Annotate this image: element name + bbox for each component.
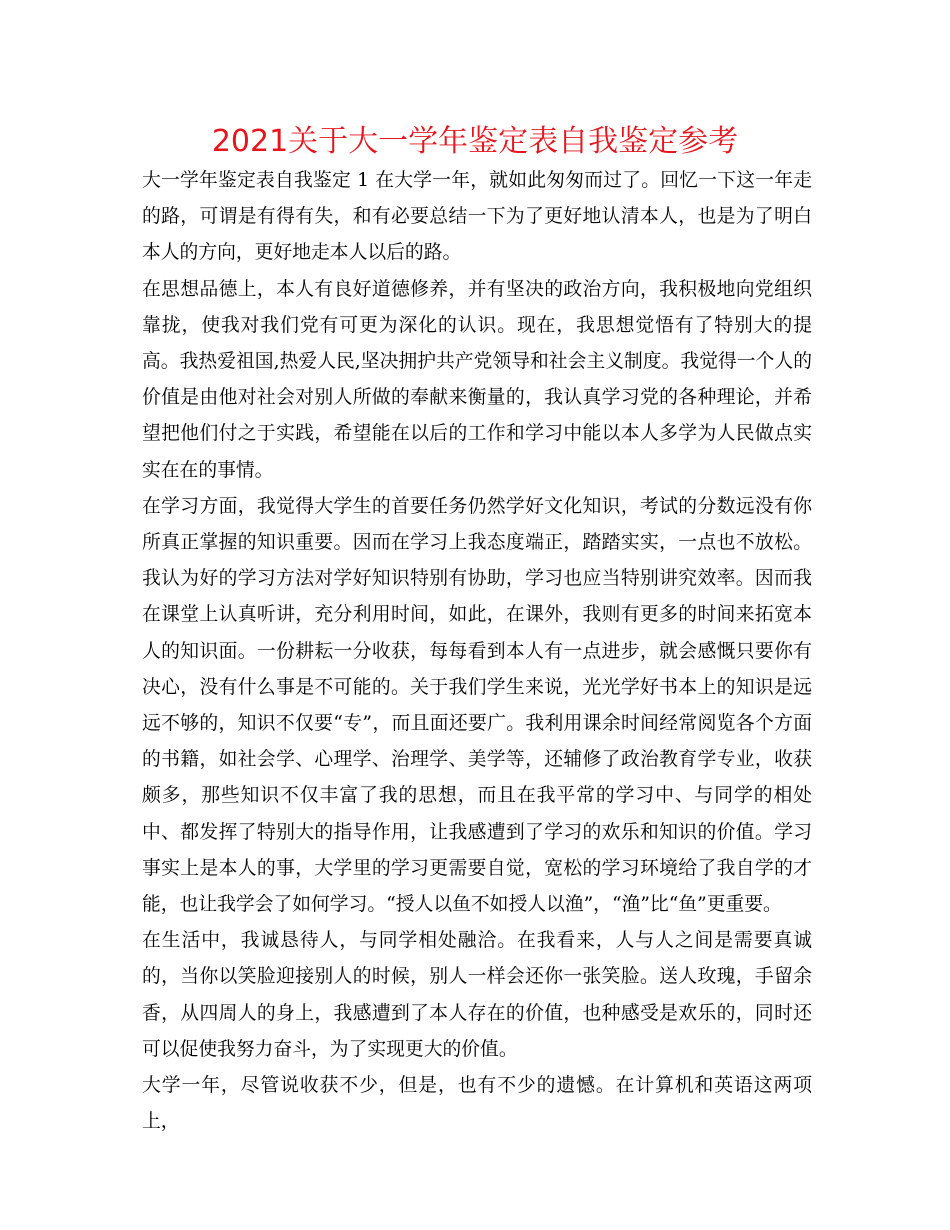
document-title: 2021关于大一学年鉴定表自我鉴定参考 — [211, 124, 739, 159]
document-body — [142, 163, 812, 1140]
paragraph-life: 在生活中，我诚恳待人，与同学相处融洽。在我看来，人与人之间是需要真诚的，当你以笑脸迎接别人的时候，别人一样会还你一张笑脸。送人玫瑰，手留余香，从四周人的身上，我感遭到了本人存在的价值，也种感受是欢乐的，同时还可以促使我努力奋斗，为了实现更大的价值。 — [142, 930, 812, 1060]
paragraph-intro: 大一学年鉴定表自我鉴定 1 在大学一年，就如此匆匆而过了。回忆一下这一年走的路，可谓是有得有失，和有必要总结一下为了更好地认清本人，也是为了明白本人的方向，更好地走本人以后的路。 — [142, 170, 812, 264]
paragraph-study: 在学习方面，我觉得大学生的首要任务仍然学好文化知识，考试的分数远没有你所真正掌握的知识重要。因而在学习上我态度端正，踏踏实实，一点也不放松。我认为好的学习方法对学好知识特别有协助，学习也应当特别讲究效率。因而我在课堂上认真听讲，充分利用时间，如此，在课外，我则有更多的时间来拓宽本人的知识面。一份耕耘一分收获，每每看到本人有一点进步，就会感慨只要你有决心，没有什么事是不可能的。关于我们学生来说，光光学好书本上的知识是远远不够的，知识不仅要“专”，而且面还要广。我利用课余时间经常阅览各个方面的书籍，如社会学、心理学、治理学、美学等，还辅修了政治教育学专业，收获颇多，那些知识不仅丰富了我的思想，而且在我平常的学习中、与同学的相处中、都发挥了特别大的指导作用，让我感遭到了学习的欢乐和知识的价值。学习事实上是本人的事，大学里的学习更需要自觉，宽松的学习环境给了我自学的才能，也让我学会了如何学习。“授人以鱼不如授人以渔”，“渔”比“鱼”更重要。 — [142, 495, 812, 916]
paragraph-regrets: 大学一年，尽管说收获不少，但是，也有不少的遗憾。在计算机和英语这两项上， — [142, 1075, 812, 1133]
paragraph-ideology: 在思想品德上，本人有良好道德修养，并有坚决的政治方向，我积极地向党组织靠拢，使我对我们党有可更为深化的认识。现在，我思想觉悟有了特别大的提高。我热爱祖国,热爱人民,坚决拥护共产党领导和社会主义制度。我觉得一个人的价值是由他对社会对别人所做的奉献来衡量的，我认真学习党的各种理论，并希望把他们付之于实践，希望能在以后的工作和学习中能以本人多学为人民做点实实在在的事情。 — [142, 278, 812, 481]
